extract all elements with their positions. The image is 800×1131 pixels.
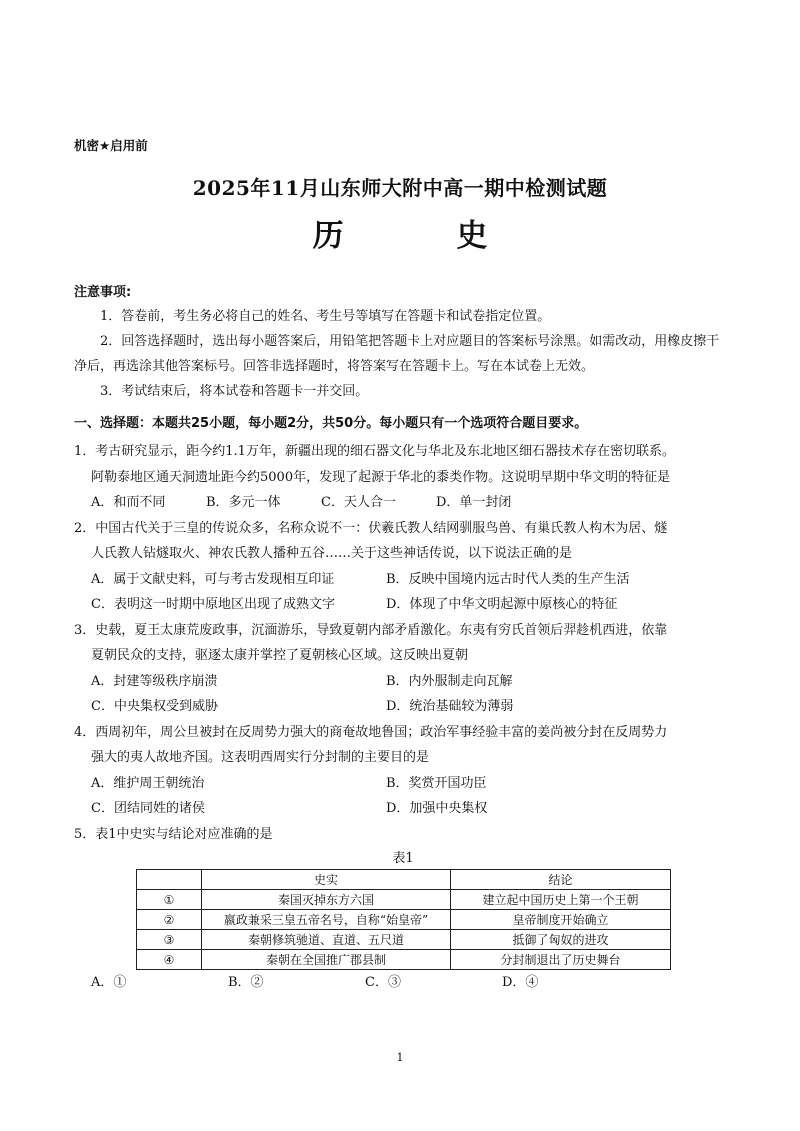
notice-item: 3．考试结束后，将本试卷和答题卡一并交回。: [100, 384, 369, 399]
question-4: [74, 720, 732, 822]
option-a: A．和而不同: [91, 495, 166, 510]
option-d: D．④: [502, 975, 539, 990]
section-heading: 一、选择题：本题共25小题，每小题2分，共50分。每小题只有一个选项符合题目要求。: [74, 416, 588, 431]
question-list: [74, 439, 732, 996]
option-d: D．加强中央集权: [386, 801, 488, 816]
question-stem: 人氏教人钻燧取火、神农氏教人播种五谷……关于这些神话传说，以下说法正确的是: [91, 546, 573, 561]
table-caption: 表1: [392, 851, 414, 866]
table-row: [137, 910, 671, 930]
question-1: [74, 439, 732, 516]
question-5: [74, 822, 732, 996]
question-stem: 2．中国古代关于三皇的传说众多，名称众说不一：伏羲氏教人结网驯服鸟兽、有巢氏教人构木为居、燧: [74, 520, 668, 536]
table-header-row: [137, 870, 671, 890]
table-header-cell: 史实: [202, 870, 451, 890]
table-header-cell: 结论: [451, 870, 671, 890]
notice-heading: 注意事项:: [74, 285, 132, 300]
option-b: B．②: [228, 975, 264, 990]
page-number: 1: [396, 1051, 404, 1064]
option-c: C．③: [365, 975, 401, 990]
table-cell: 建立起中国历史上第一个王朝: [451, 890, 671, 910]
option-a: A．①: [91, 975, 127, 990]
table-cell: ②: [137, 910, 202, 930]
option-d: D．体现了中华文明起源中原核心的特征: [386, 597, 618, 612]
table-cell: 皇帝制度开始确立: [451, 910, 671, 930]
option-b: B．多元一体: [206, 495, 281, 510]
option-d: D．统治基础较为薄弱: [386, 699, 514, 714]
table-row: [137, 930, 671, 950]
option-c: C．中央集权受到威胁: [91, 699, 218, 714]
question-stem: 强大的夷人故地齐国。这表明西周实行分封制的主要目的是: [91, 750, 430, 765]
question-2: [74, 516, 732, 618]
table-cell: 秦国灭掉东方六国: [202, 890, 451, 910]
notice-item: 2．回答选择题时，选出每小题答案后，用铅笔把答题卡上对应题目的答案标号涂黑。如需改动，用橡皮擦干净后，再选涂其他答案标号。回答非选择题时，将答案写在答题卡上。写在本试卷上无效。: [74, 334, 720, 374]
table-row: [137, 950, 671, 970]
notice-list: [74, 304, 730, 404]
option-c: C．天人合一: [321, 495, 396, 510]
exam-title: 2025年11月山东师大附中高一期中检测试题: [192, 176, 608, 200]
notice-item: 1．答卷前，考生务必将自己的姓名、考生号等填写在答题卡和试卷指定位置。: [100, 309, 551, 324]
question-stem: 4．西周初年，周公旦被封在反周势力强大的商奄故地鲁国；政治军事经验丰富的姜尚被分封在反周势力: [74, 724, 668, 740]
confidential-label: 机密★启用前: [74, 138, 148, 153]
subject-title: 历 史: [312, 218, 524, 254]
table-cell: 秦朝在全国推广郡县制: [202, 950, 451, 970]
question-stem: 3．史载，夏王太康荒废政事，沉湎游乐，导致夏朝内部矛盾激化。东夷有穷氏首领后羿趁机西进，依靠: [74, 622, 668, 638]
option-a: A．属于文献史料，可与考古发现相互印证: [91, 571, 335, 587]
table-cell: 秦朝修筑驰道、直道、五尺道: [202, 930, 451, 950]
table-cell: ④: [137, 950, 202, 970]
question-stem: 1．考古研究显示，距今约1.1万年，新疆出现的细石器文化与华北及东北地区细石器技术存在密切联系。: [74, 444, 675, 459]
question-stem: 5．表1中史实与结论对应准确的是: [74, 826, 273, 842]
table-cell: ③: [137, 930, 202, 950]
table-header-cell: [137, 870, 202, 890]
question-3: [74, 618, 732, 720]
table-cell: ①: [137, 890, 202, 910]
option-c: C．团结同姓的诸侯: [91, 801, 205, 816]
option-b: B．内外服制走向瓦解: [386, 673, 513, 689]
table-row: [137, 890, 671, 910]
table-cell: 嬴政兼采三皇五帝名号，自称“始皇帝”: [202, 910, 451, 930]
option-c: C．表明这一时期中原地区出现了成熟文字: [91, 597, 335, 612]
table-1: [136, 869, 671, 970]
question-stem: 夏朝民众的支持，驱逐太康并掌控了夏朝核心区域。这反映出夏朝: [91, 648, 469, 663]
question-stem: 阿勒泰地区通天洞遗址距今约5000年，发现了起源于华北的黍类作物。这说明早期中华文明的特征是: [91, 469, 671, 485]
table-cell: 分封制退出了历史舞台: [451, 950, 671, 970]
option-b: B．反映中国境内远古时代人类的生产生活: [386, 571, 630, 587]
table-cell: 抵御了匈奴的进攻: [451, 930, 671, 950]
option-b: B．奖赏开国功臣: [386, 775, 487, 791]
option-a: A．维护周王朝统治: [91, 775, 205, 791]
option-d: D．单一封闭: [436, 495, 512, 510]
option-a: A．封建等级秩序崩溃: [91, 673, 218, 689]
